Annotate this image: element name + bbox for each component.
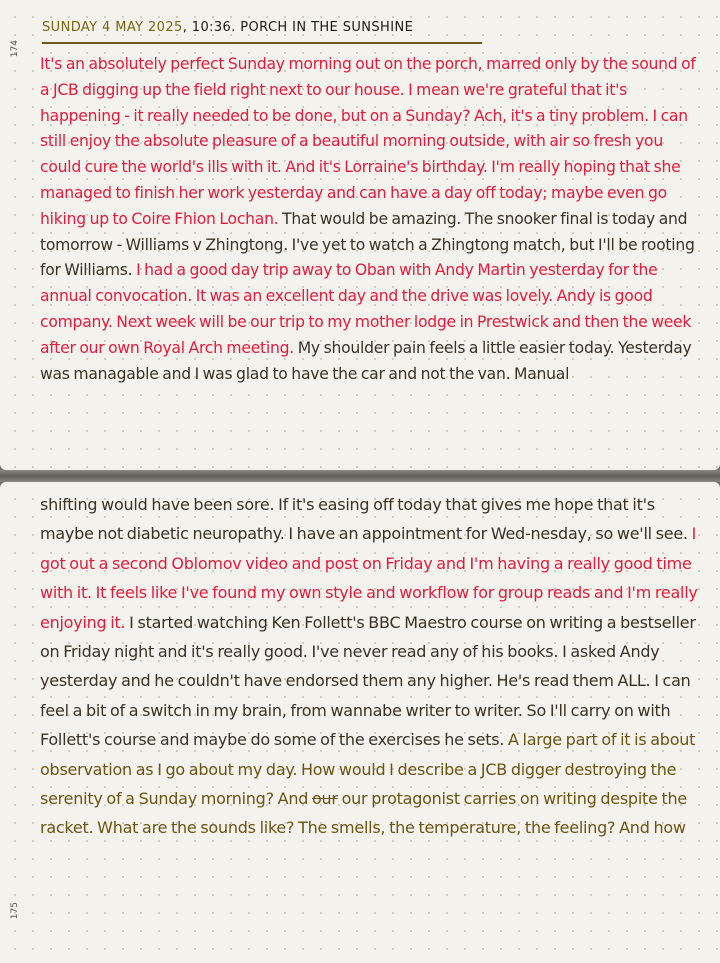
entry-date: SUNDAY 4 MAY 2025 <box>42 20 183 35</box>
entry-text-top <box>40 52 706 387</box>
olive-ink-passage: our protagonist carries on writing despite the racket. What are the sounds like? The smells, the temperature, the feeling? And how <box>40 789 687 838</box>
olive-ink-passage: A large part of it is about observation as I go about my day. How would I describe a JCB digger destroying the serenity of a Sunday morning? <box>40 730 696 809</box>
black-ink-passage: shifting would have been sore. If it's easing off today that gives me hope that it's maybe not diabetic neuropathy. I have an appointment for Wed-nesday, so we'll see. <box>40 495 688 544</box>
page-number: 174 <box>10 40 20 58</box>
journal-page-bottom <box>0 482 720 963</box>
olive-ink-passage: And <box>277 789 309 809</box>
black-ink-passage: That would be amazing. The snooker final is today and tomorrow - Williams v Zhingtong. I've yet to watch a Zhingtong match, but I'll be rooting for Williams. <box>40 209 695 280</box>
red-ink-passage: It's an absolutely perfect Sunday morning out on the porch, marred only by the sound of a JCB digging up the field right next to our house. I mean we're grateful that it's happening - it really needed to be done, but on a Sunday? Ach, it's a tiny problem. I can still enjoy the absolute pleasure of a beautiful morning outside, with air so fresh you could cure the world's ills with it. And it's Lorraine's birthday. I'm really hoping that she managed to finish her work yesterday and can have a day off today; maybe even go hiking up to Coire Fhion Lochan. <box>40 55 696 228</box>
page-number: 175 <box>10 902 20 920</box>
entry-text-bottom <box>40 490 706 843</box>
entry-header <box>42 20 482 44</box>
entry-time-location: , 10:36. PORCH IN THE SUNSHINE <box>182 20 414 35</box>
journal-page-top <box>0 0 720 470</box>
crossed-out-word: our <box>312 789 338 809</box>
red-ink-passage: I got out a second Oblomov video and post on Friday and I'm having a really good time with it. It feels like I've found my own style and workflow for group reads and I'm really enjoying it. <box>40 524 698 632</box>
red-ink-passage: I had a good day trip away to Oban with Andy Martin yesterday for the annual convocation. It was an excellent day and the drive was lovely. Andy is good company. Next week will be our trip to my mother lodge in Prestwick and then the week after our own Royal Arch meeting. <box>40 261 692 357</box>
black-ink-passage: My shoulder pain feels a little easier today. Yesterday was managable and I was glad to have the car and not the van. Manual <box>40 338 692 383</box>
notebook-spine <box>0 470 720 482</box>
black-ink-passage: I started watching Ken Follett's BBC Maestro course on writing a bestseller on Friday night and it's really good. I've never read any of his books. I asked Andy yesterday and he couldn't have endorsed them any higher. He's read them ALL. I can feel a bit of a switch in my brain, from wannabe writer to writer. So I'll carry on with Follett's course and maybe do some of the exercises he sets. <box>40 612 696 750</box>
